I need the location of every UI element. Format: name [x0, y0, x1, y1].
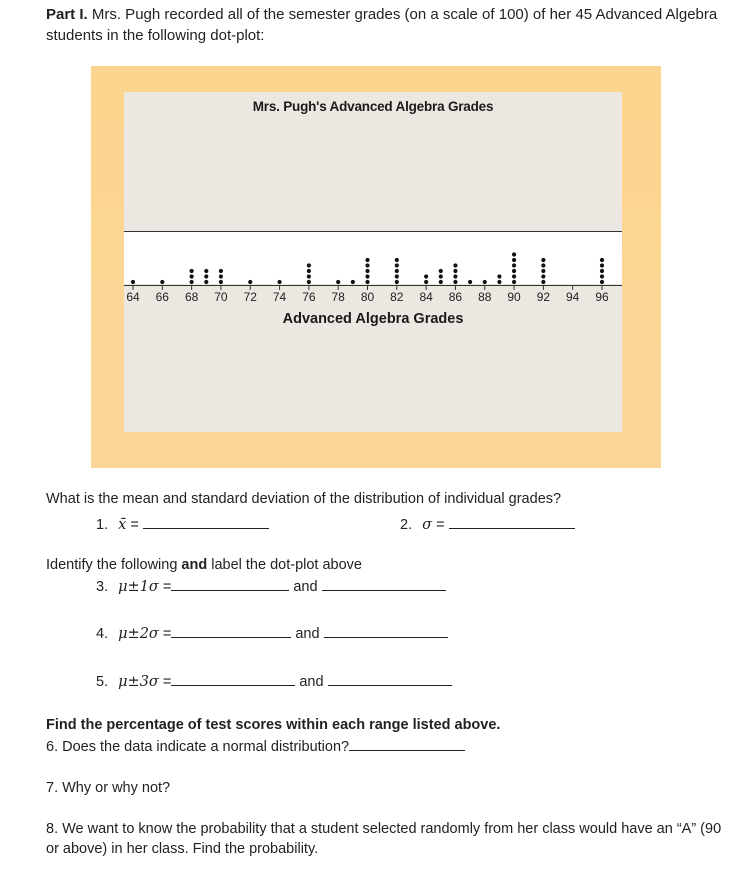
- q1-equals: =: [130, 517, 139, 533]
- data-dot: [307, 269, 311, 273]
- data-dot: [395, 258, 399, 262]
- data-dot: [307, 263, 311, 267]
- data-dot: [439, 274, 443, 278]
- data-dot: [541, 274, 545, 278]
- q4-upper-blank[interactable]: [324, 623, 448, 638]
- q3-upper-blank[interactable]: [322, 576, 446, 591]
- data-dot: [365, 280, 369, 284]
- data-dot: [453, 269, 457, 273]
- data-dot: [453, 280, 457, 284]
- data-dot: [365, 269, 369, 273]
- x-tick-label: 96: [595, 290, 609, 304]
- data-dot: [512, 280, 516, 284]
- q2-equals: =: [436, 517, 445, 533]
- x-tick-label: 78: [331, 290, 345, 304]
- x-tick-label: 70: [214, 290, 228, 304]
- data-dot: [439, 280, 443, 284]
- dot-plot-svg: [124, 92, 622, 432]
- data-dot: [497, 280, 501, 284]
- data-dot: [204, 269, 208, 273]
- data-dot: [512, 252, 516, 256]
- data-dot: [600, 280, 604, 284]
- data-dot: [160, 280, 164, 284]
- data-dot: [541, 263, 545, 267]
- data-dot: [512, 263, 516, 267]
- q5-and: and: [299, 674, 324, 690]
- identify-bold: and: [181, 557, 208, 573]
- identify-pre: Identify the following: [46, 557, 182, 573]
- data-dot: [424, 274, 428, 278]
- data-dot: [512, 274, 516, 278]
- data-dot: [541, 269, 545, 273]
- data-dot: [277, 280, 281, 284]
- data-dot: [424, 280, 428, 284]
- data-dot: [219, 274, 223, 278]
- data-dot: [365, 258, 369, 262]
- data-dot: [600, 263, 604, 267]
- x-axis-label: Advanced Algebra Grades: [282, 311, 464, 327]
- q4-and: and: [295, 626, 320, 642]
- q1-answer-blank[interactable]: [143, 514, 269, 529]
- x-tick-label: 68: [184, 290, 199, 304]
- q6-text: 6. Does the data indicate a normal distribution?: [46, 739, 350, 755]
- data-dot: [497, 274, 501, 278]
- q5-lower-blank[interactable]: [171, 671, 295, 686]
- x-tick-label: 84: [419, 290, 433, 304]
- x-tick-label: 94: [566, 290, 580, 304]
- x-tick-label: 76: [302, 290, 316, 304]
- data-dot: [468, 280, 472, 284]
- chart-title: Mrs. Pugh's Advanced Algebra Grades: [252, 99, 494, 114]
- data-dot: [336, 280, 340, 284]
- data-dot: [190, 269, 194, 273]
- data-dot: [512, 269, 516, 273]
- mean-symbol: x̄: [118, 517, 127, 533]
- data-dot: [219, 280, 223, 284]
- data-dot: [541, 258, 545, 262]
- question-1: [96, 514, 269, 535]
- x-tick-label: 64: [126, 290, 140, 304]
- x-tick-label: 66: [155, 290, 169, 304]
- identify-instruction: [46, 555, 362, 575]
- data-dot: [131, 280, 135, 284]
- q3-equals: =: [162, 579, 172, 595]
- data-dot: [439, 269, 443, 273]
- question-6: [46, 736, 465, 757]
- x-tick-label: 86: [448, 290, 463, 304]
- data-dot: [395, 269, 399, 273]
- data-dot: [248, 280, 252, 284]
- data-dot: [190, 280, 194, 284]
- q4-number: 4.: [96, 626, 109, 642]
- q4-expression: μ±2σ: [118, 626, 159, 642]
- find-percentage-instruction: Find the percentage of test scores within each range listed above.: [46, 717, 501, 733]
- question-2: [400, 514, 575, 535]
- part-label: Part I.: [46, 6, 88, 23]
- data-dot: [453, 263, 457, 267]
- data-dot: [541, 280, 545, 284]
- q2-number: 2.: [400, 517, 413, 533]
- data-dot: [365, 274, 369, 278]
- x-tick-label: 88: [478, 290, 492, 304]
- plot-band: [124, 231, 622, 284]
- data-dot: [307, 280, 311, 284]
- data-dot: [395, 274, 399, 278]
- x-tick-label: 92: [536, 290, 551, 304]
- data-dot: [219, 269, 223, 273]
- data-dot: [600, 258, 604, 262]
- q3-expression: μ±1σ: [118, 579, 159, 595]
- q4-lower-blank[interactable]: [171, 623, 291, 638]
- q3-number: 3.: [96, 579, 109, 595]
- q5-expression: μ±3σ: [118, 674, 159, 690]
- data-dot: [600, 269, 604, 273]
- q6-answer-blank[interactable]: [349, 736, 465, 751]
- data-dot: [453, 274, 457, 278]
- q5-number: 5.: [96, 674, 109, 690]
- data-dot: [307, 274, 311, 278]
- q2-answer-blank[interactable]: [449, 514, 575, 529]
- data-dot: [204, 274, 208, 278]
- sigma-symbol: σ: [422, 517, 433, 533]
- data-dot: [351, 280, 355, 284]
- data-dot: [512, 258, 516, 262]
- x-tick-label: 82: [390, 290, 404, 304]
- intro-paragraph: [46, 4, 736, 46]
- q1-number: 1.: [96, 517, 109, 533]
- q3-and: and: [293, 579, 318, 595]
- data-dot: [204, 280, 208, 284]
- question-mean-sd: What is the mean and standard deviation of the distribution of individual grades?: [46, 491, 562, 507]
- data-dot: [395, 263, 399, 267]
- question-5: [96, 671, 452, 692]
- data-dot: [395, 280, 399, 284]
- identify-post: label the dot-plot above: [207, 557, 362, 573]
- question-4: [96, 623, 448, 644]
- data-dot: [483, 280, 487, 284]
- q5-equals: =: [162, 674, 172, 690]
- data-dot: [600, 274, 604, 278]
- q5-upper-blank[interactable]: [328, 671, 452, 686]
- x-tick-label: 90: [507, 290, 521, 304]
- q4-equals: =: [162, 626, 172, 642]
- dot-plot: [124, 92, 622, 432]
- data-dot: [365, 263, 369, 267]
- x-tick-label: 80: [360, 290, 375, 304]
- data-dot: [190, 274, 194, 278]
- question-7: 7. Why or why not?: [46, 780, 171, 796]
- question-3: [96, 576, 446, 597]
- x-tick-label: 74: [272, 290, 287, 304]
- question-8: 8. We want to know the probability that a student selected randomly from her class would have an “A” (90 or above) in her class. Find the probability.: [46, 821, 722, 857]
- q3-lower-blank[interactable]: [171, 576, 289, 591]
- intro-text: Mrs. Pugh recorded all of the semester grades (on a scale of 100) of her 45 Advanced Algebra students in the following dot-plot:: [46, 6, 718, 44]
- x-tick-label: 72: [243, 290, 257, 304]
